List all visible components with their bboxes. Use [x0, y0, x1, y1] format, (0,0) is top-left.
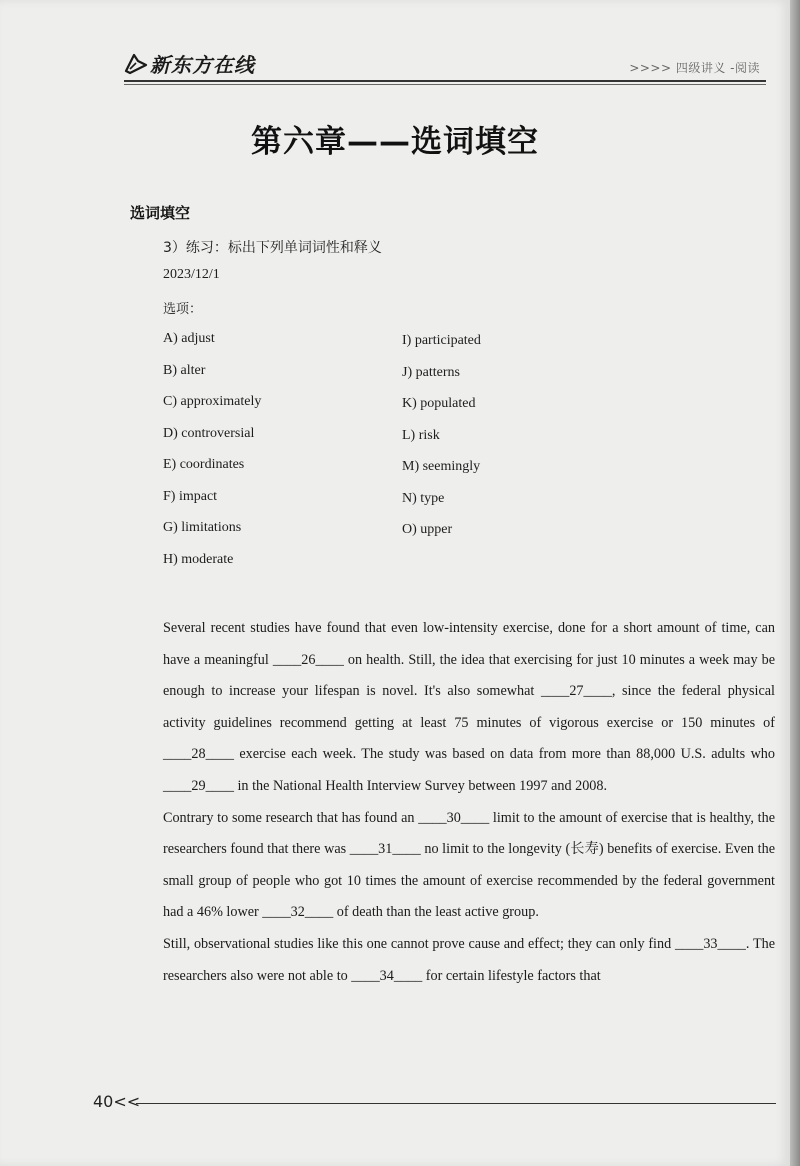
header-rule-thin: [124, 84, 766, 85]
passage-paragraph-1: [163, 613, 775, 803]
option-item: G) limitations: [163, 520, 242, 535]
option-item: K) populated: [402, 396, 476, 411]
option-item: L) risk: [402, 427, 440, 443]
option-item: H) moderate: [163, 551, 234, 567]
page-header: [124, 44, 766, 84]
passage-text: on health. Still, the idea that exercising for just 10 minutes a week may be enough to increase your lifespan is novel. It's also somewhat: [163, 651, 776, 700]
passage-text: Several recent studies have found that even low-intensity exercise, done for a short amount of time, can have a meaningful: [163, 620, 775, 668]
passage-paragraph-3: [163, 929, 775, 992]
options-list-right: [402, 331, 481, 552]
passage-text: . The researchers also were not able to: [163, 935, 775, 984]
logo-text: 新东方在线: [150, 52, 255, 77]
passage-text: exercise each week. The study was based on data from more than 88,000 U.S. adults who: [233, 746, 775, 763]
book-spine-edge: [790, 0, 800, 1166]
section-heading: 选词填空: [130, 204, 191, 222]
answer-blank-28: ____28____: [163, 746, 234, 763]
publisher-logo: [124, 48, 255, 78]
answer-blank-32: ____32____: [262, 904, 334, 921]
passage-text: Contrary to some research that has found an: [163, 809, 419, 826]
option-item: J) patterns: [402, 364, 460, 380]
option-item: C) approximately: [163, 394, 262, 409]
answer-blank-31: ____31____: [349, 841, 421, 858]
option-item: E) coordinates: [163, 457, 245, 472]
footer-rule: [136, 1103, 776, 1104]
option-item: B) alter: [163, 362, 206, 378]
header-section-label: >>>> 四级讲义 -阅读: [629, 61, 760, 75]
passage-text: , since the federal physical activity guidelines recommend getting at least 75 minutes of vigorous exercise or 150 minutes of: [163, 683, 775, 731]
passage-text: in the National Health Interview Survey between 1997 and 2008.: [233, 777, 608, 794]
option-item: O) upper: [402, 522, 453, 537]
reading-passage: [163, 613, 775, 992]
options-list-left: [163, 329, 261, 581]
exercise-title: 3）练习：标出下列单词词性和释义: [163, 240, 382, 256]
option-item: N) type: [402, 490, 445, 506]
passage-text: of death than the least active group.: [333, 904, 539, 921]
page-number: 40<<: [93, 1092, 141, 1111]
header-rule: [124, 80, 766, 82]
passage-text: for certain lifestyle factors that: [422, 967, 601, 984]
option-item: A) adjust: [163, 331, 215, 346]
answer-blank-34: ____34____: [351, 967, 423, 984]
answer-blank-33: ____33____: [674, 935, 746, 952]
option-item: M) seemingly: [402, 459, 481, 474]
answer-blank-30: ____30____: [418, 809, 490, 826]
option-item: D) controversial: [163, 425, 255, 441]
passage-paragraph-2: [163, 803, 775, 929]
chapter-title: 第六章——选词填空: [251, 124, 539, 160]
answer-blank-29: ____29____: [163, 777, 234, 794]
option-item: I) participated: [402, 333, 481, 348]
passage-text: Still, observational studies like this one cannot prove cause and effect; they can only find: [163, 935, 675, 952]
passage-text: limit to the amount of exercise that is healthy, the researchers found that there was: [163, 809, 775, 858]
date-line: 2023/12/1: [163, 267, 220, 282]
passage-text: no limit to the longevity (长寿) benefits of exercise. Even the small group of people who got 10 times the amount of exercise recommended by the federal government had a 46% lower: [163, 841, 775, 921]
answer-blank-26: ____26____: [272, 651, 344, 668]
answer-blank-27: ____27____: [540, 683, 612, 700]
pen-nib-icon: [124, 51, 148, 75]
options-label: 选项：: [163, 302, 203, 317]
option-item: F) impact: [163, 488, 218, 504]
